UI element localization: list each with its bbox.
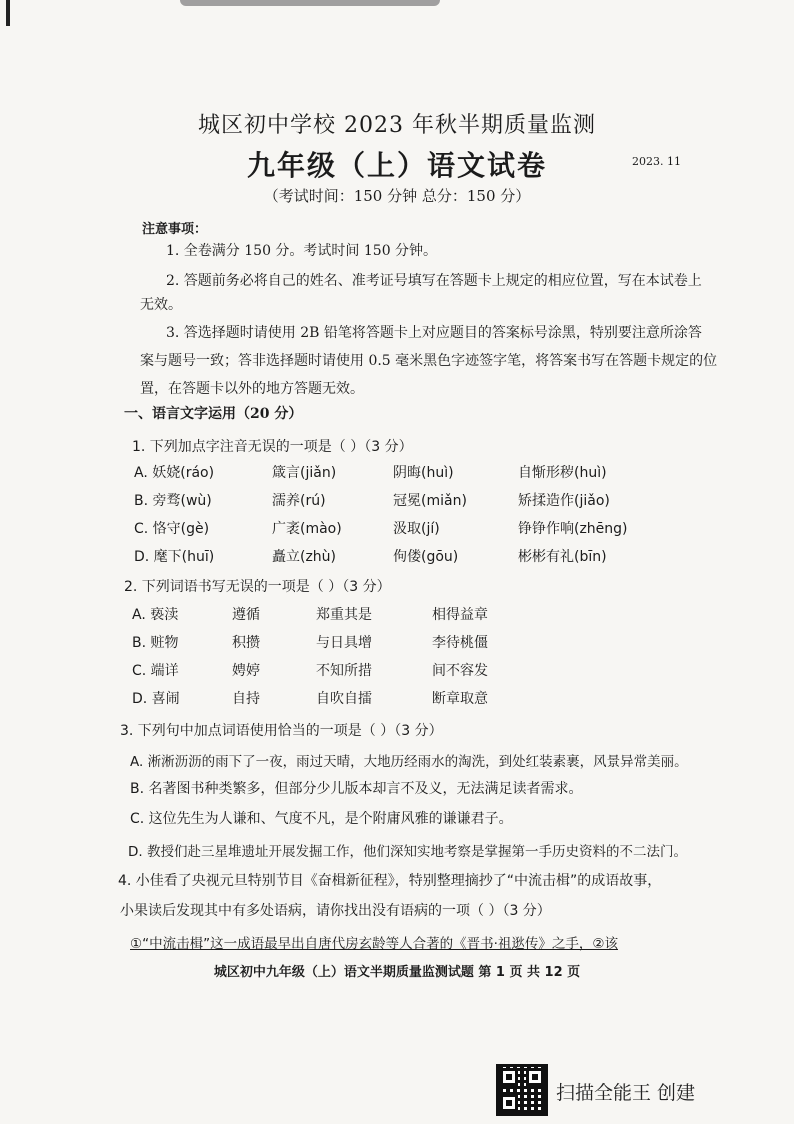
q1-d-1: D. 麾下(huī) bbox=[134, 549, 215, 565]
q3-option-b: B. 名著图书种类繁多，但部分少儿版本却言不及义，无法满足读者需求。 bbox=[130, 781, 583, 797]
note-1: 1. 全卷满分 150 分。考试时间 150 分钟。 bbox=[166, 243, 438, 259]
note-3: 3. 答选择题时请使用 2B 铅笔将答题卡上对应题目的答案标号涂黑，特别要注意所涂答 bbox=[166, 325, 702, 341]
q1-c-4: 铮铮作响(zhēng) bbox=[518, 521, 628, 537]
q2-stem: 2. 下列词语书写无误的一项是（ ）（3 分） bbox=[124, 579, 391, 595]
q1-c-3: 汲取(jí) bbox=[393, 521, 440, 537]
section-1-heading: 一、语言文字运用（20 分） bbox=[124, 406, 303, 422]
scanner-watermark: 扫描全能王 创建 bbox=[556, 1082, 696, 1104]
q1-d-3: 佝偻(gōu) bbox=[393, 549, 459, 565]
q3-option-d: D. 教授们赴三星堆遗址开展发掘工作，他们深知实地考察是掌握第一手历史资料的不二法门。 bbox=[128, 844, 687, 860]
q2-a-3: 郑重其是 bbox=[316, 607, 372, 623]
note-2-cont: 无效。 bbox=[140, 297, 182, 313]
q1-b-2: 濡养(rú) bbox=[272, 493, 326, 509]
exam-info: （考试时间：150 分钟 总分：150 分） bbox=[263, 187, 531, 205]
q2-c-3: 不知所措 bbox=[316, 663, 372, 679]
q1-b-4: 矫揉造作(jiǎo) bbox=[518, 493, 610, 509]
page-footer: 城区初中九年级（上）语文半期质量监测试题 第 1 页 共 12 页 bbox=[213, 965, 581, 980]
q1-c-2: 广袤(mào) bbox=[272, 521, 342, 537]
q2-d-1: D. 喜闹 bbox=[132, 691, 180, 707]
q2-b-1: B. 赃物 bbox=[132, 635, 179, 651]
q3-option-c: C. 这位先生为人谦和、气度不凡，是个附庸风雅的谦谦君子。 bbox=[130, 811, 513, 827]
q1-stem: 1. 下列加点字注音无误的一项是（ ）（3 分） bbox=[132, 439, 413, 455]
exam-date: 2023. 11 bbox=[632, 155, 681, 168]
q2-d-4: 断章取意 bbox=[432, 691, 488, 707]
scan-shadow bbox=[180, 0, 440, 6]
q2-d-2: 自持 bbox=[232, 691, 260, 707]
q3-stem: 3. 下列句中加点词语使用恰当的一项是（ ）（3 分） bbox=[120, 723, 443, 739]
fold-mark bbox=[6, 0, 10, 26]
q2-a-2: 遵循 bbox=[232, 607, 260, 623]
q2-b-2: 积攒 bbox=[232, 635, 260, 651]
notes-title: 注意事项： bbox=[142, 222, 208, 237]
q3-option-a: A. 淅淅沥沥的雨下了一夜，雨过天晴，大地历经雨水的淘洗，到处红装素裹，风景异常美丽。 bbox=[130, 754, 688, 770]
q2-b-3: 与日具增 bbox=[316, 635, 372, 651]
q1-b-3: 冠冕(miǎn) bbox=[393, 493, 467, 509]
note-3-cont: 案与题号一致；答非选择题时请使用 0.5 毫米黑色字迹签字笔，将答案书写在答题卡规定的位 bbox=[140, 353, 718, 369]
q1-d-2: 矗立(zhù) bbox=[272, 549, 337, 565]
q1-c-1: C. 恪守(gè) bbox=[134, 521, 210, 537]
q1-a-1: A. 妖娆(ráo) bbox=[134, 465, 215, 481]
exam-title: 九年级（上）语文试卷 bbox=[246, 149, 547, 182]
q2-c-2: 娉婷 bbox=[232, 663, 260, 679]
q2-b-4: 李待桃僵 bbox=[432, 635, 488, 651]
q1-a-3: 阴晦(huì) bbox=[393, 465, 454, 481]
q2-c-1: C. 端详 bbox=[132, 663, 179, 679]
q1-a-2: 箴言(jiǎn) bbox=[272, 465, 337, 481]
q2-d-3: 自吹自擂 bbox=[316, 691, 372, 707]
note-3-cont2: 置，在答题卡以外的地方答题无效。 bbox=[140, 381, 364, 397]
q4-line-1: 4. 小佳看了央视元旦特别节目《奋楫新征程》，特别整理摘抄了“中流击楫”的成语故事， bbox=[118, 873, 662, 889]
school-title: 城区初中学校 2023 年秋半期质量监测 bbox=[198, 113, 596, 138]
q1-b-1: B. 旁骛(wù) bbox=[134, 493, 212, 509]
q2-c-4: 间不容发 bbox=[432, 663, 488, 679]
q1-a-4: 自惭形秽(huì) bbox=[518, 465, 607, 481]
note-2: 2. 答题前务必将自己的姓名、准考证号填写在答题卡上规定的相应位置，写在本试卷上 bbox=[166, 273, 702, 289]
q4-line-2: 小果读后发现其中有多处语病，请你找出没有语病的一项（ ）（3 分） bbox=[120, 903, 551, 919]
q2-a-4: 相得益章 bbox=[432, 607, 488, 623]
q1-d-4: 彬彬有礼(bīn) bbox=[518, 549, 607, 565]
q4-line-3: ①“中流击楫”这一成语最早出自唐代房玄龄等人合著的《晋书·祖逖传》之手，②该 bbox=[130, 936, 618, 952]
q2-a-1: A. 亵渎 bbox=[132, 607, 179, 623]
qr-code-icon bbox=[496, 1064, 548, 1116]
